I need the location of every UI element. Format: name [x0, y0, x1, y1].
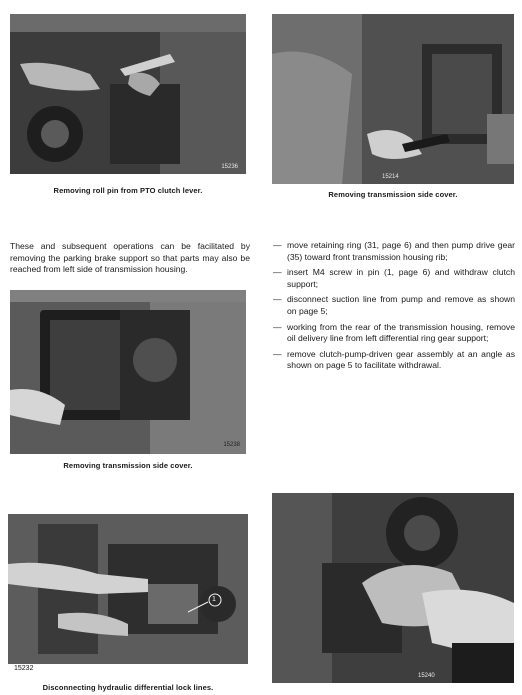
figure-caption: Disconnecting hydraulic differential lock lines. — [42, 683, 214, 692]
figure-caption: Removing transmission side cover. — [63, 461, 193, 470]
step-marker: — — [273, 321, 282, 332]
photo-roll-pin-illustration — [10, 14, 246, 174]
photo-side-cover-2-illustration — [10, 290, 246, 454]
photo-gear-assembly — [272, 493, 514, 683]
photo-number: 15236 — [221, 164, 238, 170]
list-item — [273, 267, 515, 290]
photo-side-cover-removal-1 — [272, 14, 514, 184]
step-marker: — — [273, 348, 282, 359]
photo-roll-pin-removal — [10, 14, 246, 174]
step-text: remove clutch-pump-driven gear assembly at an angle as shown on page 5 to facilitate withdrawal. — [287, 348, 515, 371]
photo-number: 15214 — [382, 174, 399, 180]
photo-side-cover-illustration — [272, 14, 514, 184]
photo-diff-lock-lines — [8, 504, 248, 676]
figure-caption: Removing transmission side cover. — [328, 190, 458, 199]
step-text: disconnect suction line from pump and remove as shown on page 5; — [287, 294, 515, 316]
photo-side-cover-removal-2 — [10, 290, 246, 454]
list-item — [273, 322, 515, 345]
step-text: working from the rear of the transmission housing, remove oil delivery line from left differential ring gear support; — [287, 321, 515, 344]
list-item — [273, 349, 515, 372]
photo-diff-lock-illustration — [8, 504, 248, 676]
photo-number: 15238 — [223, 442, 240, 448]
list-item — [273, 294, 515, 317]
list-item — [273, 240, 515, 263]
figure-caption: Removing roll pin from PTO clutch lever. — [53, 186, 203, 195]
photo-gear-assembly-illustration — [272, 493, 514, 683]
step-marker: — — [273, 267, 282, 278]
procedure-steps — [273, 240, 515, 376]
intro-paragraph: These and subsequent operations can be facilitated by removing the parking brake support so that parts may also be reached from left side of transmission housing. — [10, 241, 250, 275]
step-marker: — — [273, 294, 282, 305]
step-text: move retaining ring (31, page 6) and then pump drive gear (35) toward front transmission housing rib; — [287, 240, 515, 262]
photo-number: 15232 — [14, 665, 34, 672]
photo-number: 15240 — [418, 673, 435, 679]
callout-number: 1 — [212, 596, 216, 603]
step-text: insert M4 screw in pin (1, page 6) and withdraw clutch support; — [287, 267, 515, 289]
step-marker: — — [273, 240, 282, 250]
